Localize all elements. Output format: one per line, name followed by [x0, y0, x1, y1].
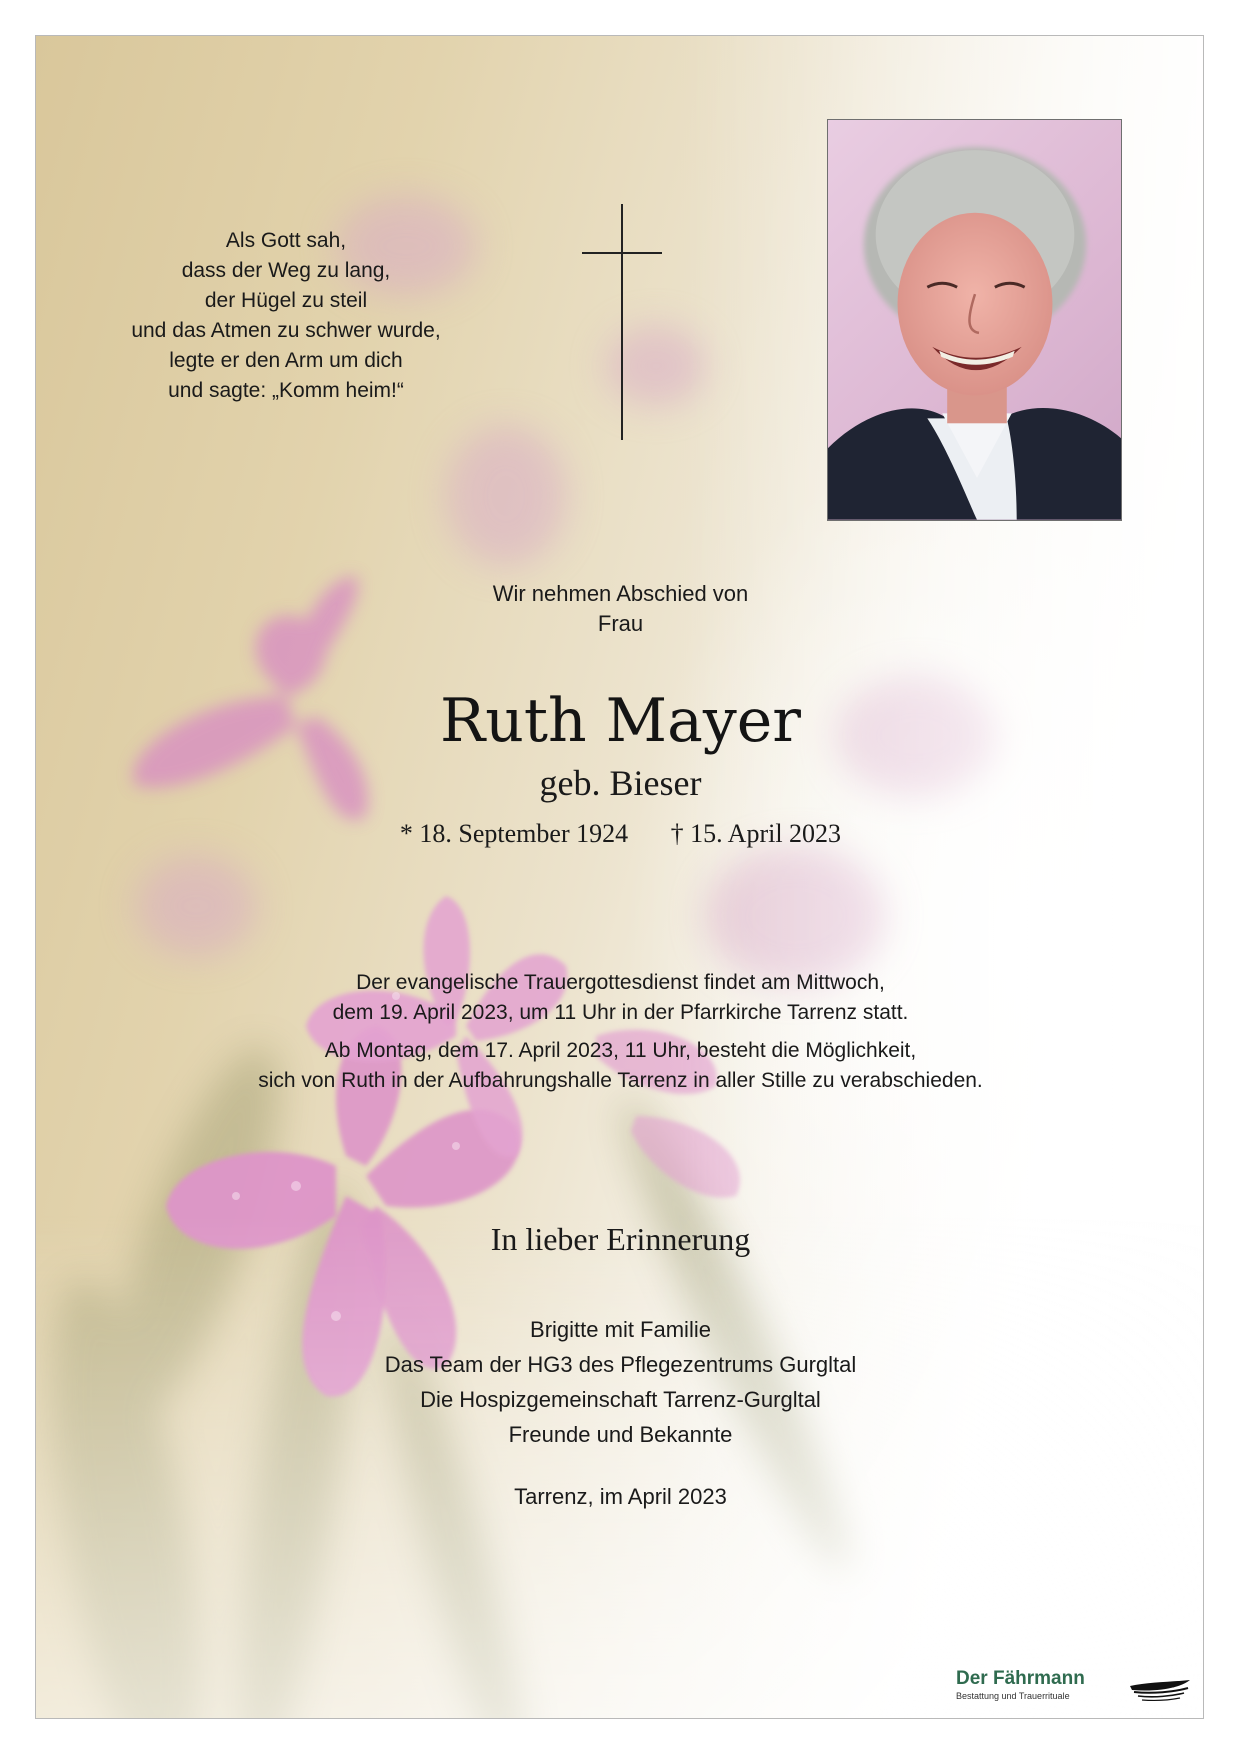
service-info [36, 968, 1204, 1104]
mourner-item: Brigitte mit Familie [530, 1317, 711, 1342]
logo-tagline: Bestattung und Trauerrituale [956, 1691, 1070, 1701]
maiden-name: geb. Bieser [539, 763, 702, 803]
poem-line: legte er den Arm um dich [169, 349, 403, 372]
boat-icon [1128, 1672, 1192, 1702]
poem-line: dass der Weg zu lang, [181, 259, 391, 282]
viewing-paragraph [36, 1036, 1204, 1096]
death-date: † 15. April 2023 [670, 819, 842, 848]
service-line: Der evangelische Trauergottesdienst findet am Mittwoch, [356, 971, 885, 994]
poem-line: und das Atmen zu schwer wurde, [131, 319, 441, 342]
farewell-title: Frau [597, 611, 644, 636]
memory-heading: In lieber Erinnerung [490, 1221, 751, 1257]
poem-line: und sagte: „Komm heim!“ [168, 379, 404, 402]
mourner-item: Die Hospizgemeinschaft Tarrenz-Gurgltal [420, 1387, 821, 1412]
portrait-photo [827, 119, 1122, 521]
place-date: Tarrenz, im April 2023 [514, 1484, 727, 1509]
poem [96, 226, 476, 406]
death-notice-card [35, 35, 1204, 1719]
cross-icon [582, 204, 662, 440]
portrait-illustration [828, 120, 1121, 520]
logo-name: Der Fährmann [956, 1668, 1085, 1689]
deceased-name: Ruth Mayer [440, 686, 801, 756]
birth-date: * 18. September 1924 [399, 819, 629, 848]
poem-line: Als Gott sah, [225, 229, 347, 252]
farewell-intro [36, 579, 1204, 639]
mourner-item: Das Team der HG3 des Pflegezentrums Gurgltal [384, 1352, 857, 1377]
mourner-item: Freunde und Bekannte [508, 1422, 733, 1447]
viewing-line: Ab Montag, dem 17. April 2023, 11 Uhr, besteht die Möglichkeit, [324, 1039, 917, 1062]
mourners-list [36, 1312, 1204, 1452]
viewing-line: sich von Ruth in der Aufbahrungshalle Tarrenz in aller Stille zu verabschieden. [258, 1069, 983, 1092]
funeral-home-logo [956, 1668, 1196, 1708]
life-dates [36, 816, 1204, 852]
service-paragraph [36, 968, 1204, 1028]
poem-line: der Hügel zu steil [204, 289, 368, 312]
farewell-line: Wir nehmen Abschied von [492, 581, 749, 606]
service-line: dem 19. April 2023, um 11 Uhr in der Pfarrkirche Tarrenz statt. [332, 1001, 909, 1024]
